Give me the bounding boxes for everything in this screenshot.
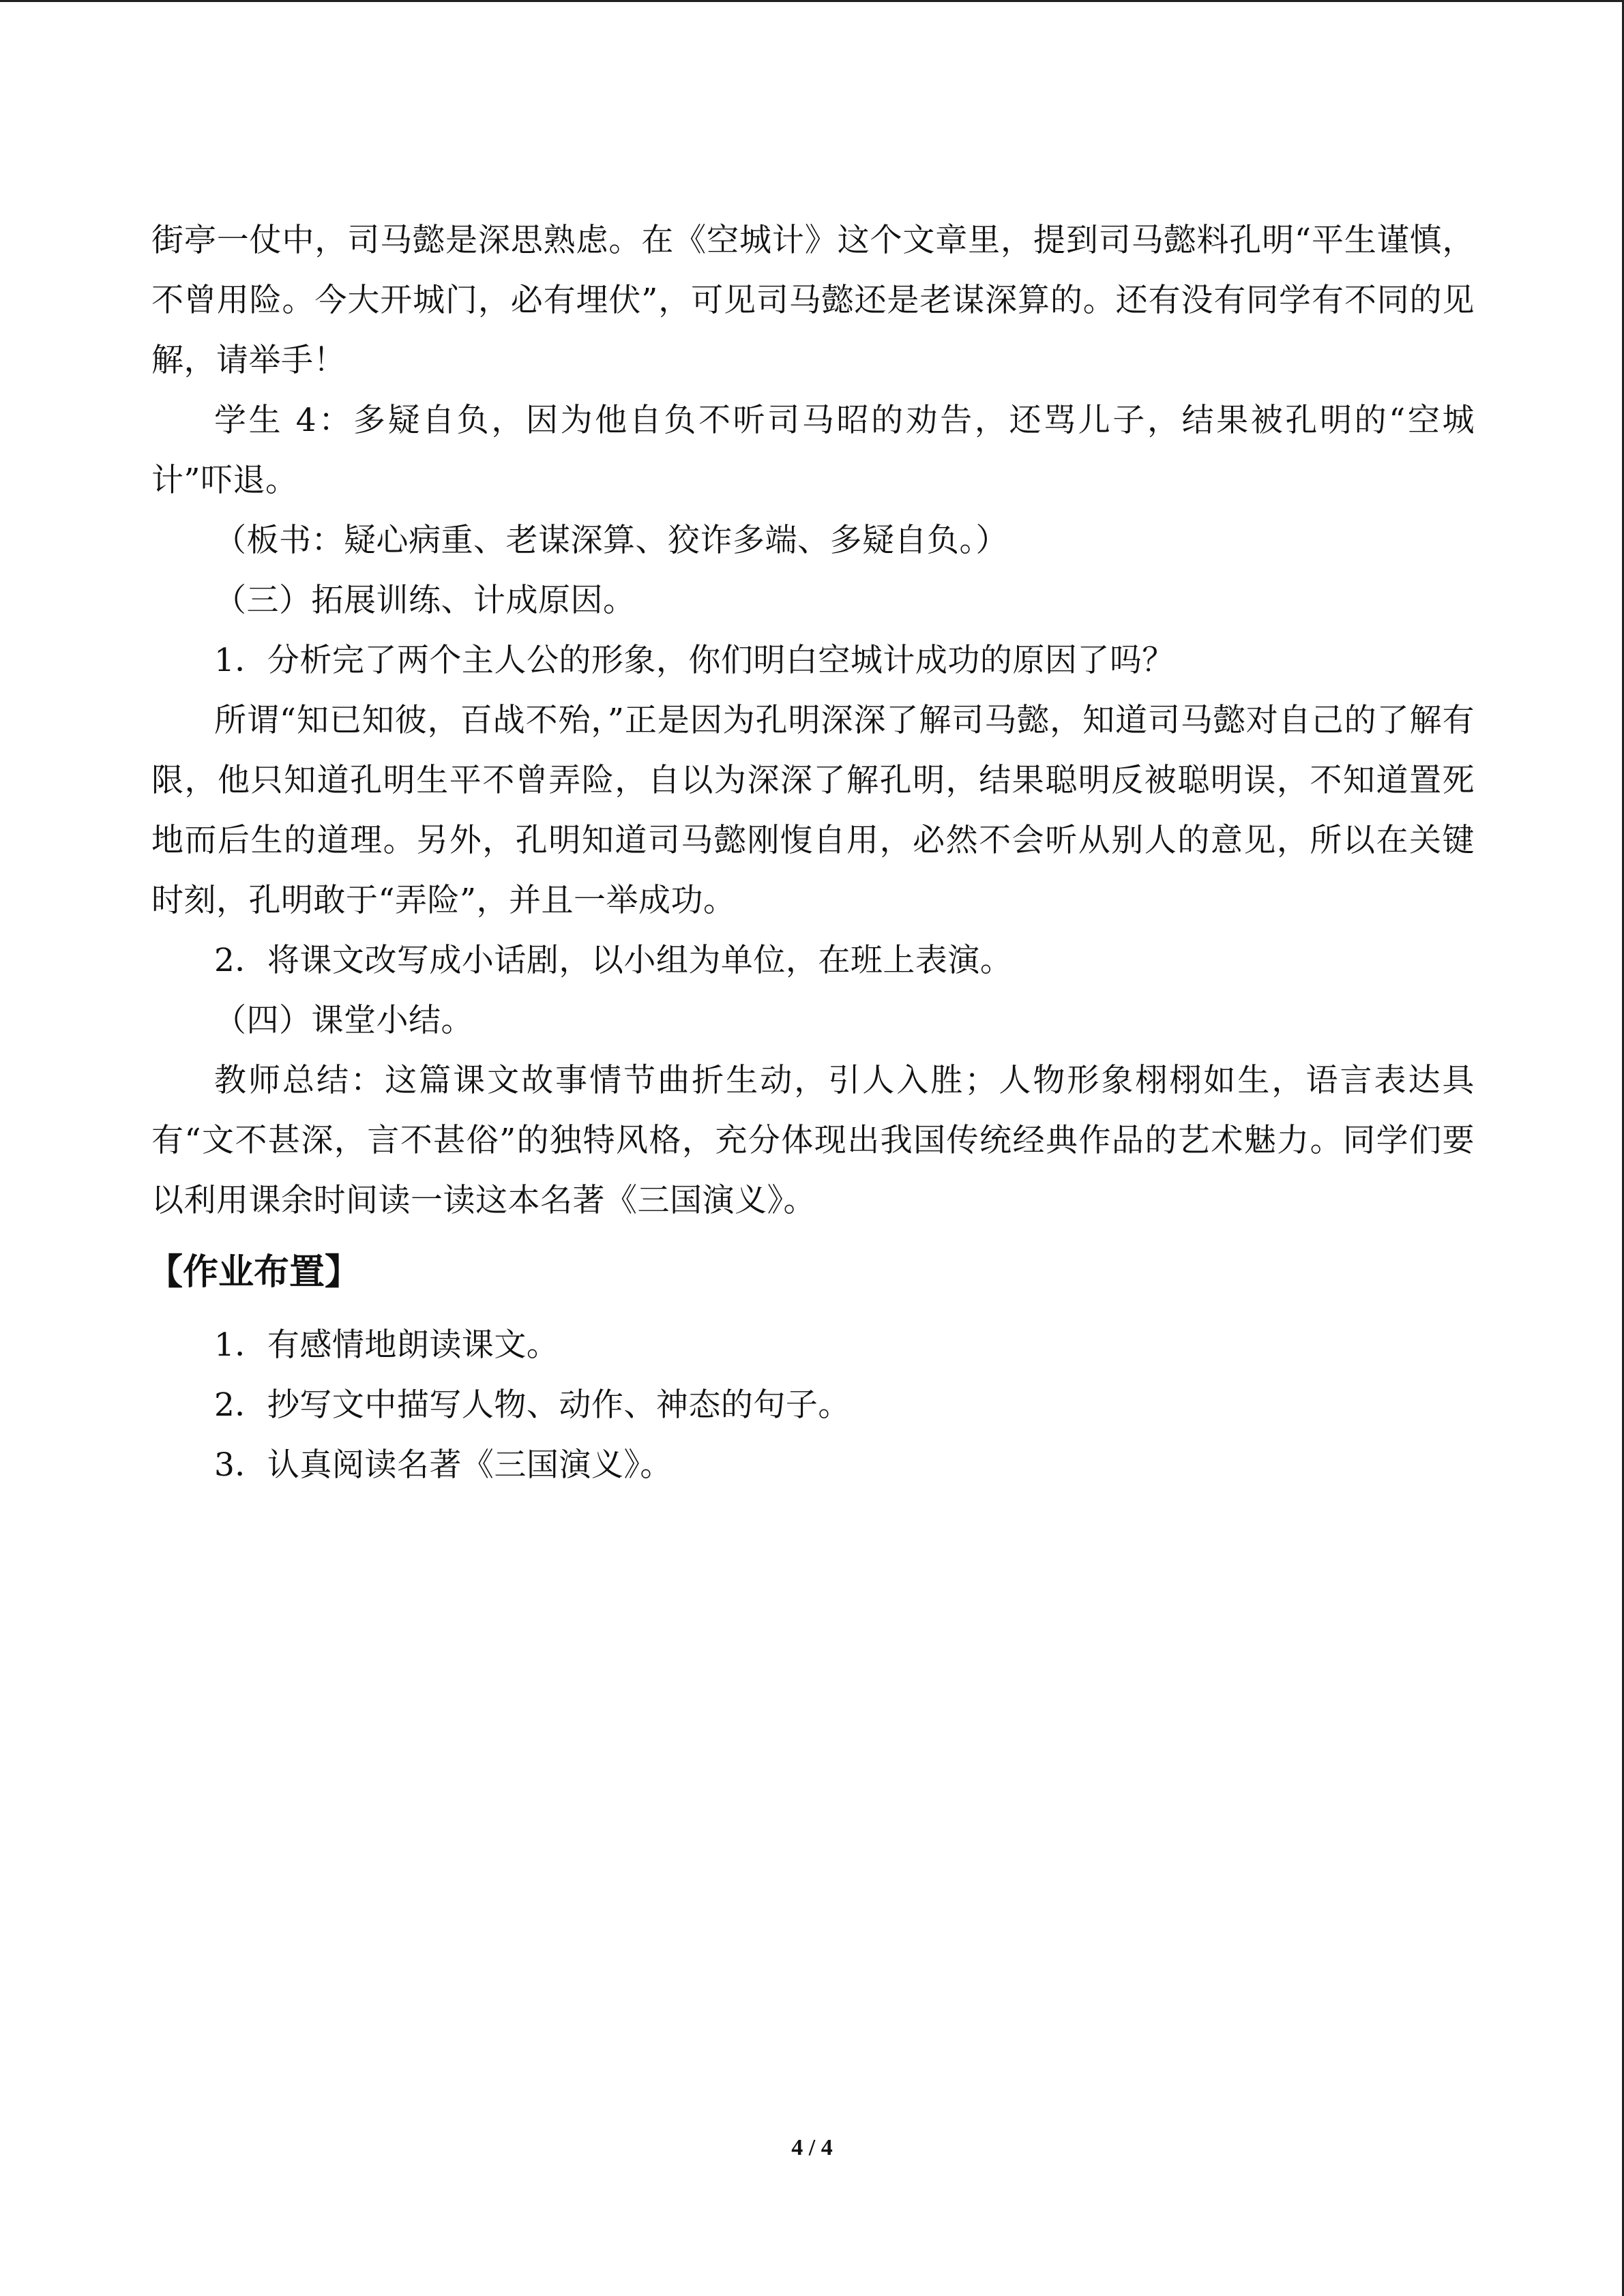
paragraph-4: （三）拓展训练、计成原因。 bbox=[214, 582, 636, 619]
page-body bbox=[147, 211, 1475, 1495]
homework-item-2: 2．抄写文中描写人物、动作、神态的句子。 bbox=[214, 1386, 851, 1424]
paragraph-2: 学生 4：多疑自负，因为他自负不听司马昭的劝告，还骂儿子，结果被孔明的“空城计”吓退。 bbox=[151, 402, 1475, 499]
page-number: 4 / 4 bbox=[791, 2135, 833, 2160]
homework-list bbox=[151, 1315, 1475, 1495]
homework-heading: 【作业布置】 bbox=[147, 1252, 361, 1293]
homework-item-1: 1．有感情地朗读课文。 bbox=[214, 1326, 559, 1364]
paragraph-9: 教师总结：这篇课文故事情节曲折生动，引人入胜；人物形象栩栩如生，语言表达具有“文不甚深，言不甚俗”的独特风格，充分体现出我国传统经典作品的艺术魅力。同学们要以利用课余时间读一读这本名著《三国演义》。 bbox=[151, 1062, 1475, 1219]
paragraph-5: 1．分析完了两个主人公的形象，你们明白空城计成功的原因了吗？ bbox=[214, 642, 1175, 679]
paragraph-3: （板书：疑心病重、老谋深算、狡诈多端、多疑自负。） bbox=[214, 522, 1008, 559]
paragraph-6: 所谓“知已知彼，百战不殆，”正是因为孔明深深了解司马懿，知道司马懿对自己的了解有限，他只知道孔明生平不曾弄险，自以为深深了解孔明，结果聪明反被聪明误，不知道置死地而后生的道理。另外，孔明知道司马懿刚愎自用，必然不会听从别人的意见，所以在关键时刻，孔明敢于“弄险”，并且一举成功。 bbox=[151, 702, 1475, 919]
paragraph-1: 街亭一仗中，司马懿是深思熟虑。在《空城计》这个文章里，提到司马懿料孔明“平生谨慎，不曾用险。今大开城门，必有埋伏”，可见司马懿还是老谋深算的。还有没有同学有不同的见解，请举手！ bbox=[151, 222, 1475, 379]
paragraph-8: （四）课堂小结。 bbox=[214, 1002, 473, 1039]
paragraph-7: 2．将课文改写成小话剧，以小组为单位，在班上表演。 bbox=[214, 942, 1013, 979]
homework-item-3: 3．认真阅读名著《三国演义》。 bbox=[214, 1446, 673, 1484]
